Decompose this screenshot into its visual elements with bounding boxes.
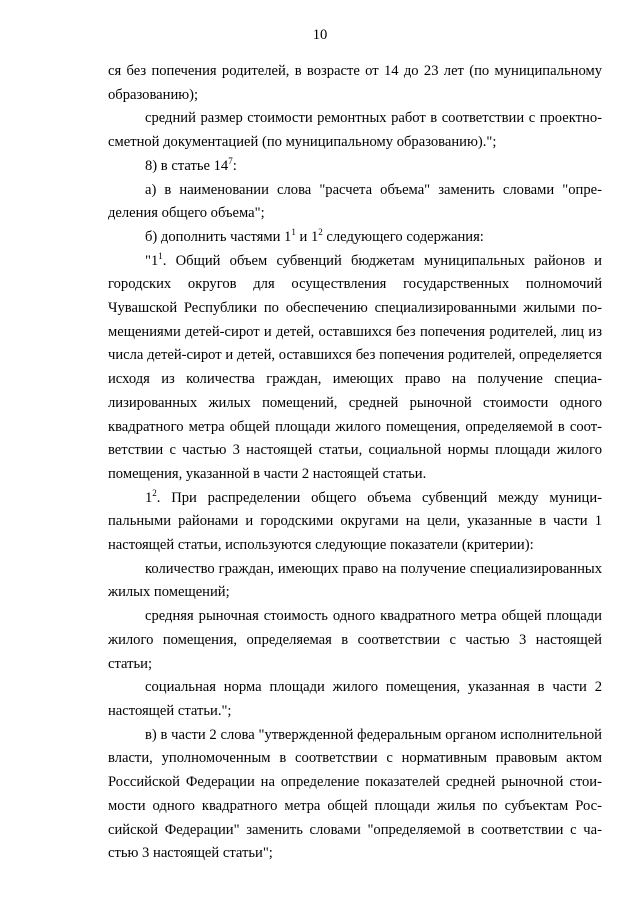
superscript: 2 xyxy=(318,226,323,237)
superscript: 1 xyxy=(158,250,163,261)
paragraph-item-8 xyxy=(108,155,602,179)
paragraph-criterion: средняя рыночная стоимость одного квадратного метра общей площади жилого помещения, определяемая в соответствии с частью 3 настоящей статьи; xyxy=(108,608,602,672)
paragraph-part-1-2 xyxy=(108,487,602,558)
text: 8) в статье 14 xyxy=(145,157,229,174)
paragraph-item-v: в) в части 2 слова "утвержденной федеральным органом исполнительной власти, уполномоченным в соответствии с нормативным правовым актом Российской Федерации на определение показателей средней рыночной стоимости одного квадратного метра общей площади жилья по субъектам Российской Федерации" заменить словами "определяемой в соответствии с частью 3 настоящей статьи"; xyxy=(108,726,602,862)
paragraph-continuation: ся без попечения родителей, в возрасте от 14 до 23 лет (по муниципальному образованию); xyxy=(108,63,602,103)
paragraph-criterion: количество граждан, имеющих право на получение специализированных жилых помещений; xyxy=(108,560,602,601)
document-body xyxy=(108,60,602,866)
superscript: 7 xyxy=(228,155,233,166)
paragraph-part-1-1 xyxy=(108,250,602,487)
text: . Общий объем субвенций бюджетам муниципальных районов и городских округов для осуществления государственных полномочий Чувашской Республики по обеспечению специализированными жилыми помещениями детей-сирот и детей, оставшихся без попечения родителей, лиц из числа детей-сирот и детей, оставшихся без попечения родителей, определяется исходя из количества граждан, имеющих право на получение специализированных жилых помещений, средней рыночной стоимости одного квадратного метра общей площади жилого помещения, определяемой в соответствии с частью 3 настоящей статьи, социальной нормы площади жилого помещения, указанной в части 2 настоящей статьи. xyxy=(108,252,602,482)
page-number: 10 xyxy=(312,27,328,43)
text: б) дополнить частями 1 xyxy=(145,228,292,245)
text: "1 xyxy=(145,252,159,269)
superscript: 1 xyxy=(291,226,296,237)
paragraph-item-b xyxy=(108,226,602,250)
text: следующего содержания: xyxy=(322,228,484,245)
text: : xyxy=(232,157,237,174)
text: 1 xyxy=(145,489,153,506)
paragraph: средний размер стоимости ремонтных работ в соответствии с проектно-сметной документацией (по муниципальному образованию)."; xyxy=(108,110,602,151)
paragraph-item-a: а) в наименовании слова "расчета объема" заменить словами "определения общего объема"; xyxy=(108,181,602,222)
superscript: 2 xyxy=(152,487,157,498)
paragraph-criterion: социальная норма площади жилого помещения, указанная в части 2 настоящей статьи."; xyxy=(108,679,602,719)
text: и 1 xyxy=(295,228,319,245)
text: . При распределении общего объема субвенций между муниципальными районами и городскими округами на цели, указанные в части 1 настоящей статьи, используются следующие показатели (критерии): xyxy=(108,489,602,554)
